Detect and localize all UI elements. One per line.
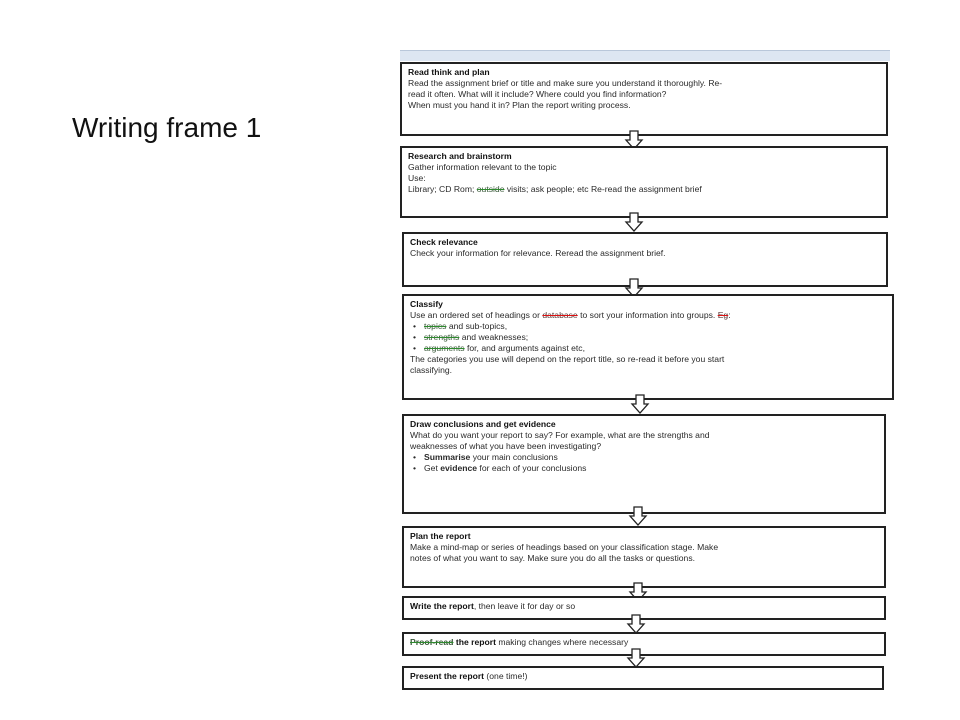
list-item: • topics and sub-topics, — [424, 321, 886, 332]
document-top-strip — [400, 50, 890, 61]
step-text: Use an ordered set of headings or database to sort your information into groups. Eg: — [410, 310, 731, 320]
struck-word: outside — [476, 184, 505, 194]
writing-frame-flowchart — [398, 50, 894, 692]
step-text: classifying. — [410, 365, 453, 375]
list-item: • arguments for, and arguments against etc, — [424, 343, 886, 354]
list-item: • Summarise your main conclusions — [424, 452, 878, 463]
conclusions-bullet-list — [410, 452, 878, 474]
step-text: Check your information for relevance. Reread the assignment brief. — [410, 248, 666, 258]
step-heading: Present the report — [410, 671, 485, 681]
down-arrow-icon — [626, 648, 646, 668]
step-heading: Plan the report — [410, 531, 471, 541]
step-present-report — [402, 666, 884, 690]
struck-word: Proof-read — [410, 637, 454, 647]
step-text: Present the report (one time!) — [410, 671, 528, 681]
step-text: notes of what you want to say. Make sure you do all the tasks or questions. — [410, 553, 696, 563]
step-heading: Check relevance — [410, 237, 478, 247]
step-text: When must you hand it in? Plan the report writing process. — [408, 100, 631, 110]
step-text: Make a mind-map or series of headings based on your classification stage. Make — [410, 542, 719, 552]
step-text: Use: — [408, 173, 426, 183]
down-arrow-icon — [628, 506, 648, 526]
step-text: Gather information relevant to the topic — [408, 162, 557, 172]
list-item: • Get evidence for each of your conclusions — [424, 463, 878, 474]
step-text: The categories you use will depend on the report title, so re-read it before you start — [410, 354, 725, 364]
slide-title: Writing frame 1 — [72, 112, 262, 143]
step-text: Proof-read the report making changes where necessary — [410, 637, 629, 647]
step-text: Write the report, then leave it for day or so — [410, 601, 576, 611]
step-heading: Write the report — [410, 601, 474, 611]
step-heading: Draw conclusions and get evidence — [410, 419, 556, 429]
step-text: read it often. What will it include? Where could you find information? — [408, 89, 667, 99]
step-text: Library; CD Rom; outside visits; ask people; etc Re-read the assignment brief — [408, 184, 702, 194]
step-draw-conclusions — [402, 414, 886, 514]
down-arrow-icon — [630, 394, 650, 414]
step-text: weaknesses of what you have been investigating? — [410, 441, 602, 451]
step-research-brainstorm — [400, 146, 888, 218]
struck-word: database — [542, 310, 578, 320]
step-check-relevance — [402, 232, 888, 287]
step-plan-report — [402, 526, 886, 588]
step-text: What do you want your report to say? For example, what are the strengths and — [410, 430, 710, 440]
step-read-think-plan — [400, 62, 888, 136]
step-heading: the report — [453, 637, 496, 647]
step-heading: Research and brainstorm — [408, 151, 512, 161]
step-heading: Read think and plan — [408, 67, 490, 77]
struck-word: Eg — [717, 310, 729, 320]
down-arrow-icon — [626, 614, 646, 634]
step-classify — [402, 294, 894, 400]
step-text: Read the assignment brief or title and make sure you understand it thoroughly. Re- — [408, 78, 723, 88]
classify-bullet-list — [410, 321, 886, 354]
list-item: • strengths and weaknesses; — [424, 332, 886, 343]
down-arrow-icon — [624, 212, 644, 232]
step-heading: Classify — [410, 299, 443, 309]
